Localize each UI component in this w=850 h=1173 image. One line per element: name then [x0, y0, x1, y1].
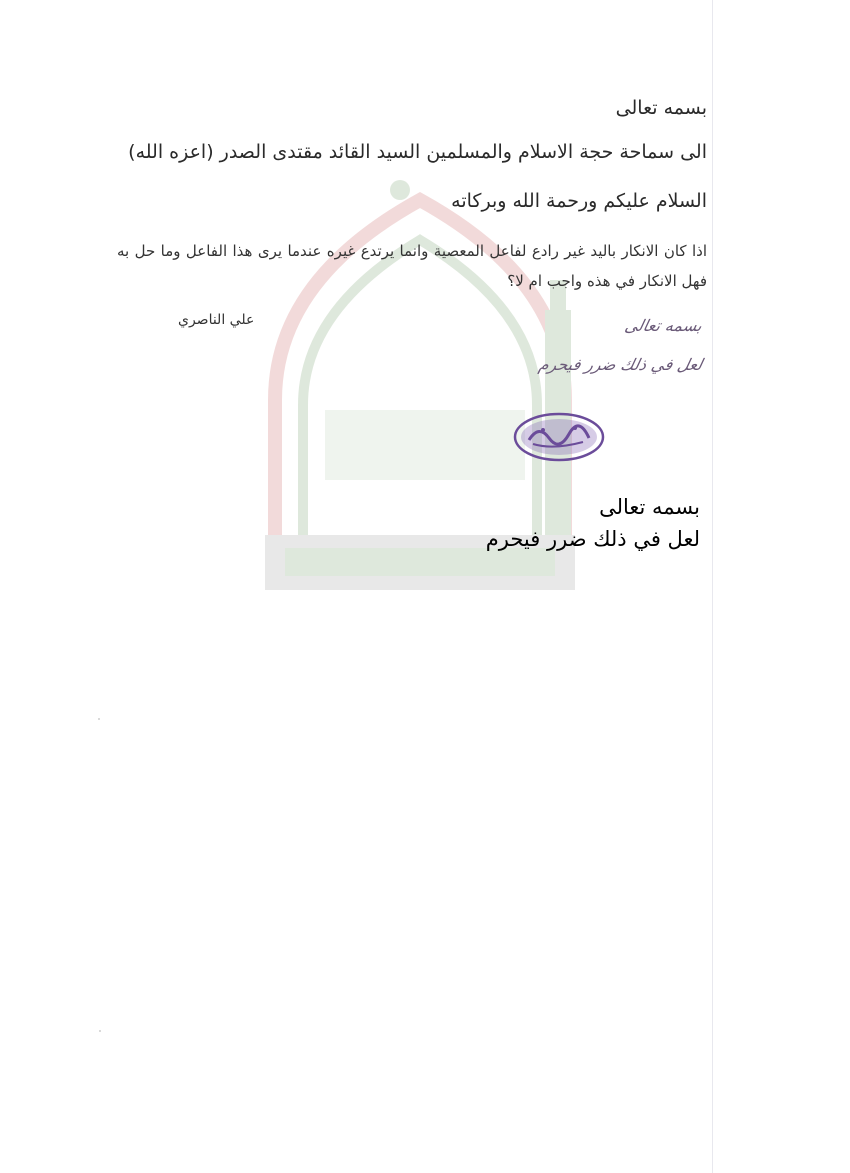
letter-greeting: السلام عليكم ورحمة الله وبركاته: [451, 190, 707, 212]
letter-addressee: الى سماحة حجة الاسلام والمسلمين السيد القائد مقتدى الصدر (اعزه الله): [128, 141, 707, 163]
handwritten-answer: لعل في ذلك ضرر فيحرم: [536, 355, 705, 374]
letter-sender: علي الناصري: [178, 312, 255, 328]
scan-speck: [99, 1030, 101, 1032]
letter-basmala: بسمه تعالى: [615, 97, 707, 119]
answer-ruling: لعل في ذلك ضرر فيحرم: [485, 527, 700, 551]
page-edge-line: [712, 0, 713, 1173]
seal-stamp-icon: [513, 412, 605, 462]
letter-question: اذا كان الانكار باليد غير رادع لفاعل المعصية وانما يرتدع غيره عندما يرى هذا الفاعل وما حل به فهل الانكار في هذه واجب ام لا؟: [117, 242, 707, 290]
scan-speck: [98, 718, 100, 720]
answer-basmala: بسمه تعالى: [599, 495, 700, 519]
handwritten-basmala: بسمه تعالى: [623, 316, 705, 335]
